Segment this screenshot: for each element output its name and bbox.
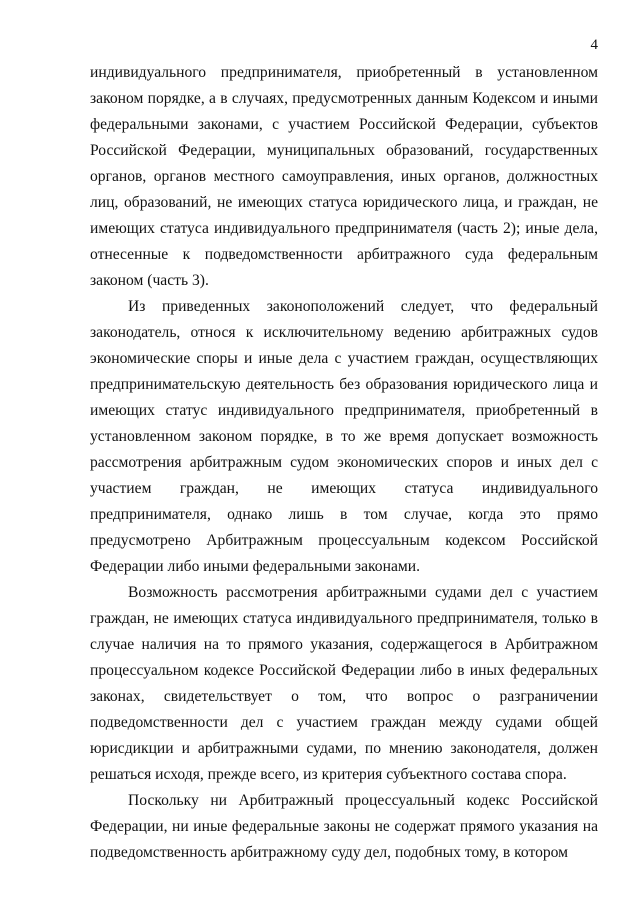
document-body — [90, 60, 598, 866]
paragraph: Из приведенных законоположений следует, что федеральный законодатель, относя к исключительному ведению арбитражных судов экономические споры и иные дела с участием граждан, осуществляющих предпринимательскую деятельность без образования юридического лица и имеющих статус индивидуального предпринимателя, приобретенный в установленном законом порядке, в то же время допускает возможность рассмотрения арбитражным судом экономических споров и иных дел с участием граждан, не имеющих статуса индивидуального предпринимателя, однако лишь в том случае, когда это прямо предусмотрено Арбитражным процессуальным кодексом Российской Федерации либо иными федеральными законами. — [90, 298, 598, 575]
paragraph: Поскольку ни Арбитражный процессуальный кодекс Российской Федерации, ни иные федеральные законы не содержат прямого указания на подведомственность арбитражному суду дел, подобных тому, в котором — [90, 792, 598, 861]
paragraph-continuation: индивидуального предпринимателя, приобретенный в установленном законом порядке, а в случаях, предусмотренных данным Кодексом и иными федеральными законами, с участием Российской Федерации, субъектов Российской Федерации, муниципальных образований, государственных органов, органов местного самоуправления, иных органов, должностных лиц, образований, не имеющих статуса юридического лица, и граждан, не имеющих статуса индивидуального предпринимателя (часть 2); иные дела, отнесенные к подведомственности арбитражного суда федеральным законом (часть 3). — [90, 64, 598, 289]
paragraph: Возможность рассмотрения арбитражными судами дел с участием граждан, не имеющих статуса индивидуального предпринимателя, только в случае наличия на то прямого указания, содержащегося в Арбитражном процессуальном кодексе Российской Федерации либо в иных федеральных законах, свидетельствует о том, что вопрос о разграничении подведомственности дел с участием граждан между судами общей юрисдикции и арбитражными судами, по мнению законодателя, должен решаться исходя, прежде всего, из критерия субъектного состава спора. — [90, 584, 598, 783]
page-number: 4 — [590, 37, 598, 53]
